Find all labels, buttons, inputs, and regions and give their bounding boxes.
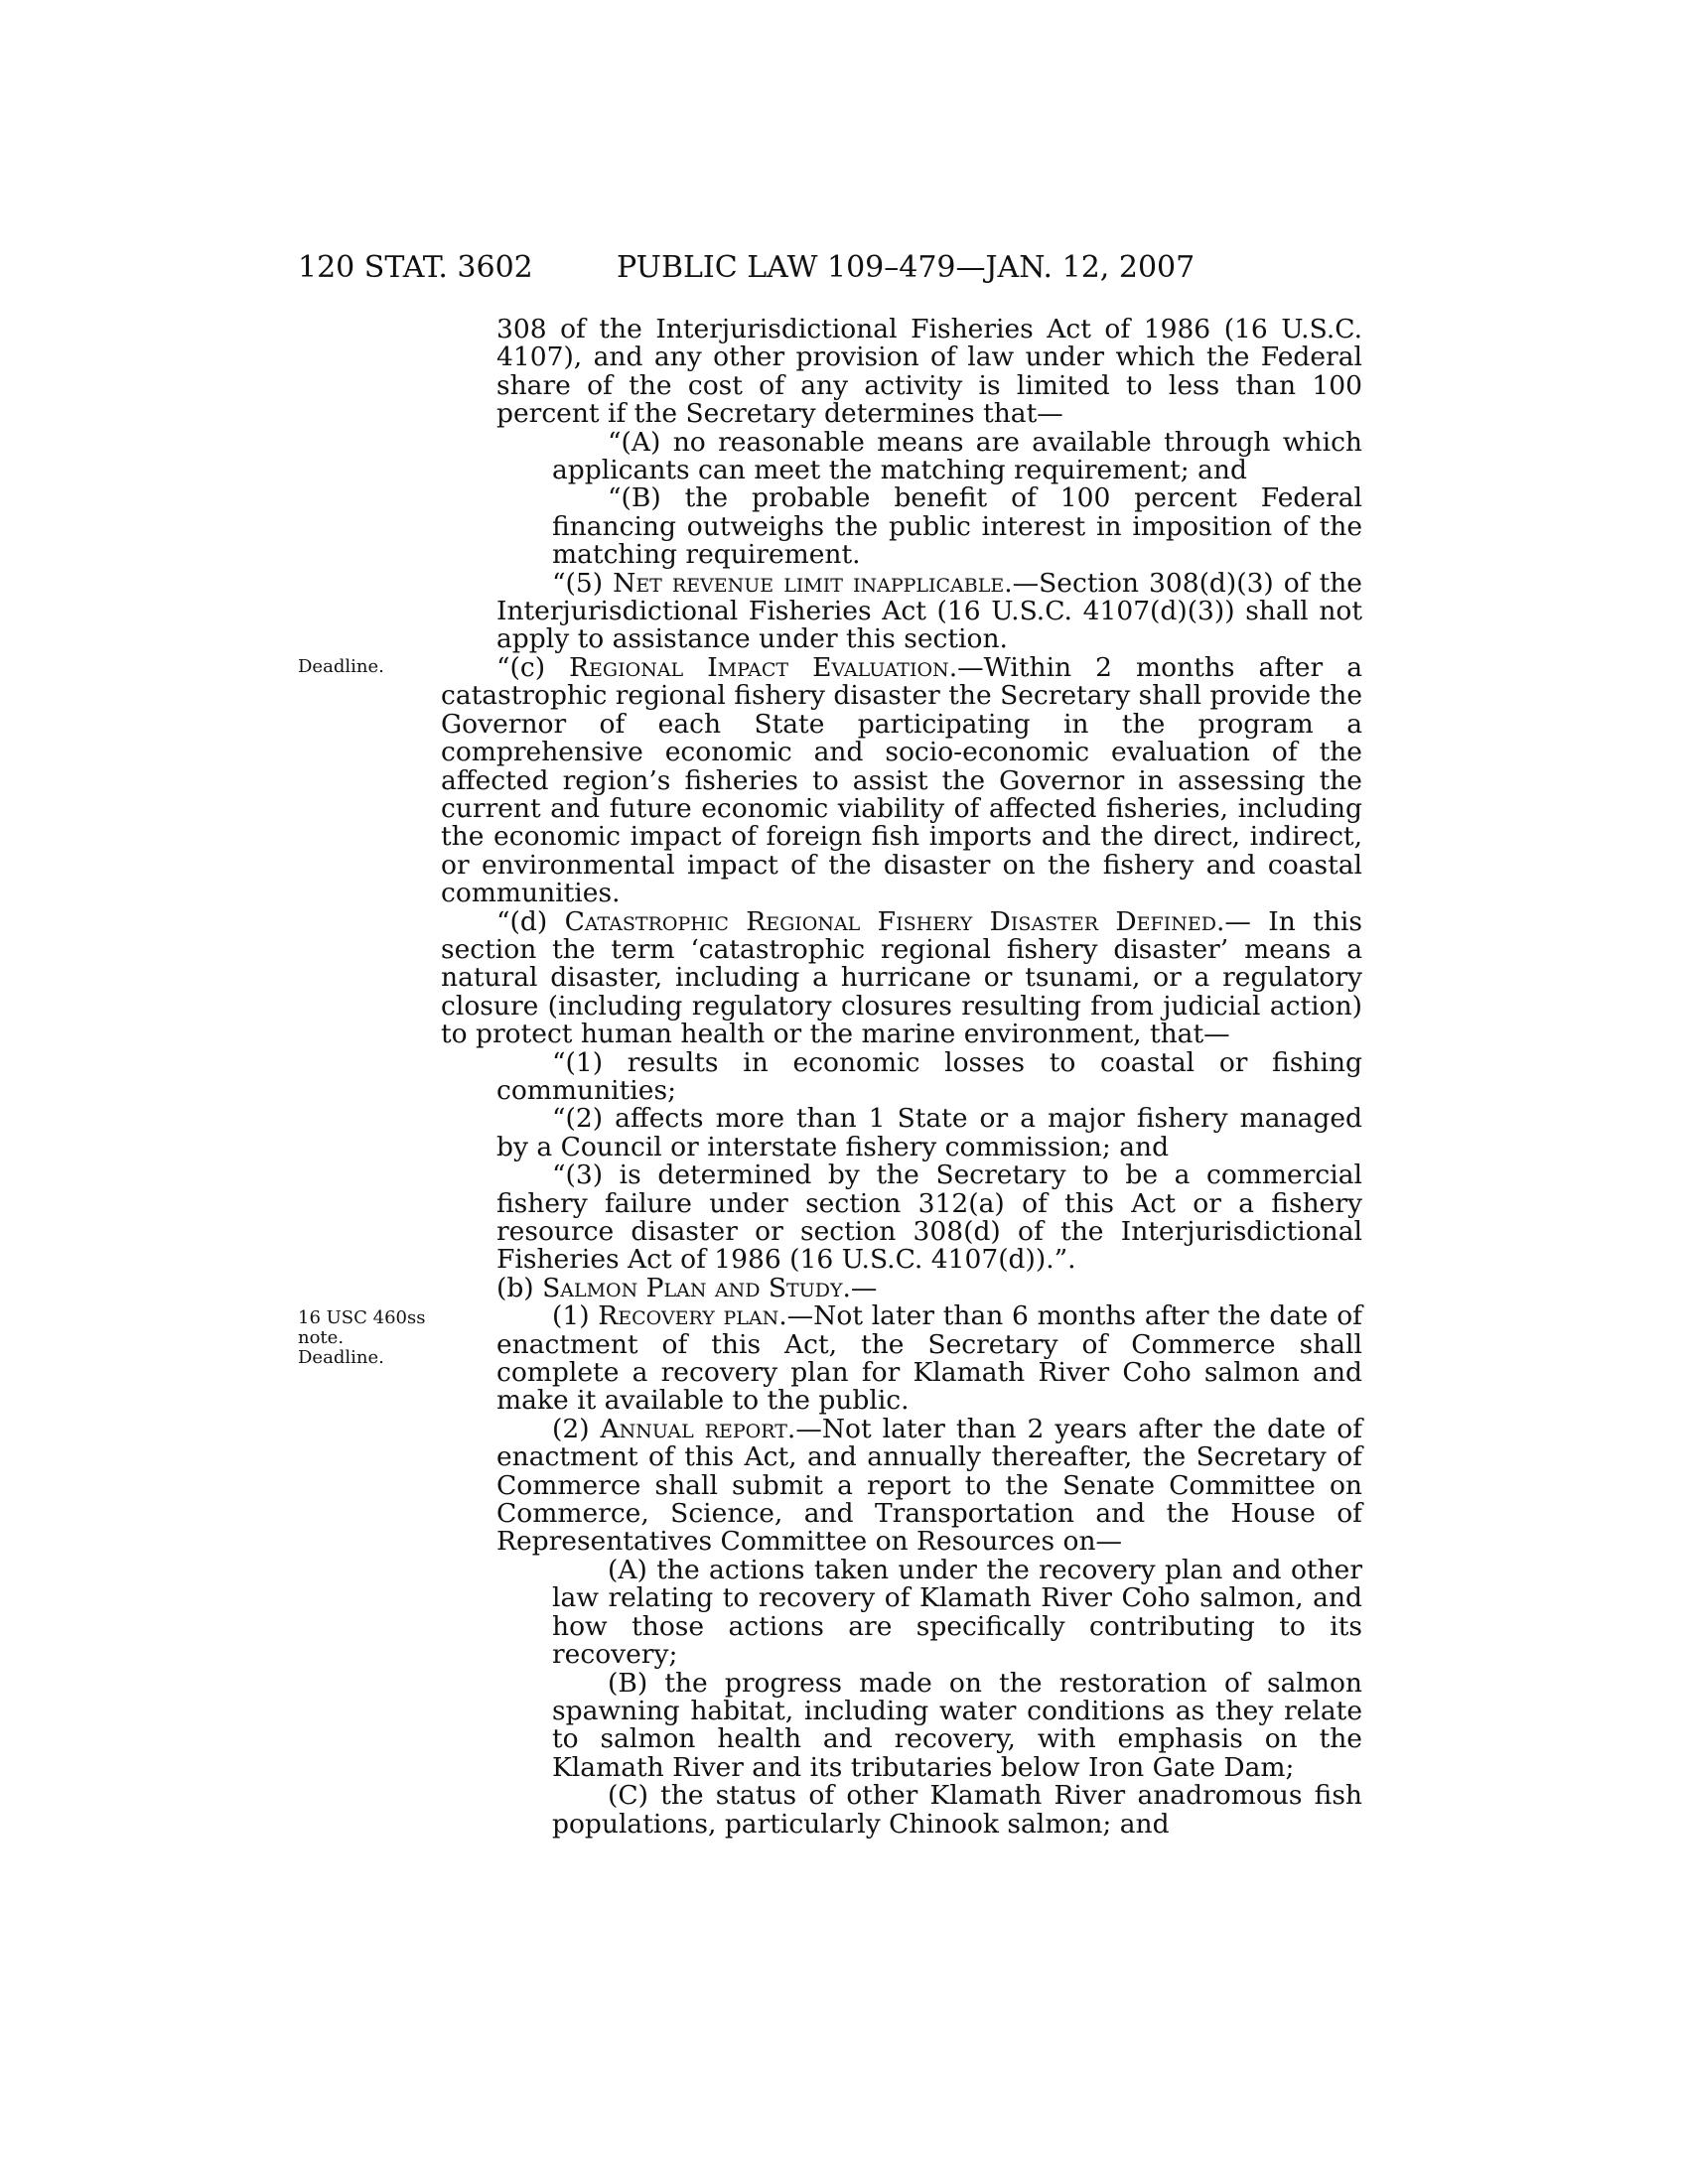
paragraph-number: “(c)	[496, 651, 570, 683]
paragraph-heading: Regional Impact Evaluation	[569, 651, 949, 683]
margin-note-text: Deadline.	[298, 656, 384, 677]
subsection-d	[441, 905, 1362, 1050]
report-item-b: (B) the progress made on the restoration of salmon spawning habitat, including water conditions as they relate to salmon health and recovery, with emphasis on the Klamath River and its tributaries below Iron Gate Dam;	[552, 1667, 1362, 1783]
subsection-c	[441, 651, 1362, 909]
paragraph-number: (2)	[552, 1413, 601, 1444]
paragraph-heading: Catastrophic Regional Fishery Disaster Defined	[564, 905, 1216, 937]
paragraph-text: .—Section 308(d)(3) of the Interjurisdictional Fisheries Act (16 U.S.C. 4107(d)(3)) shall not apply to assistance under this section.	[496, 567, 1362, 655]
page-header	[298, 248, 1291, 288]
margin-note-text: note.	[298, 1327, 345, 1348]
paragraph-recovery-plan	[496, 1302, 1362, 1416]
report-item-a: (A) the actions taken under the recovery plan and other law relating to recovery of Klamath River Coho salmon, and how those actions are specifically contributing to its recovery;	[552, 1554, 1362, 1671]
paragraph-heading: Recovery plan	[598, 1300, 779, 1332]
paragraph-text: .—Within 2 months after a catastrophic regional fishery disaster the Secretary shall provide the Governor of each State participating in the program a comprehensive economic and socio-economic evaluation of the affected region’s fisheries to assist the Governor in assessing the current and future economic viability of affected fisheries, including the economic impact of foreign fish imports and the direct, indirect, or environmental impact of the disaster on the fishery and coastal communities.	[441, 651, 1362, 909]
paragraph-number: “(5)	[552, 567, 614, 599]
subsection-b	[496, 1272, 1362, 1303]
paragraph-text: .—Not later than 6 months after the date of enactment of this Act, the Secretary of Commerce shall complete a recovery plan for Klamath River Coho salmon and make it available to the public.	[496, 1300, 1362, 1417]
paragraph-number: “(d)	[496, 905, 565, 937]
margin-note-text: Deadline.	[298, 1347, 384, 1368]
paragraph-text: .—Not later than 2 years after the date of enactment of this Act, and annually thereafter, the Secretary of Commerce shall submit a report to the Senate Committee on Commerce, Science, and Transportation and the House of Representatives Committee on Resources on—	[496, 1413, 1362, 1558]
paragraph-annual-report	[496, 1413, 1362, 1558]
definition-item-2: “(2) affects more than 1 State or a major fishery managed by a Council or interstate fishery commission; and	[496, 1103, 1362, 1162]
subparagraph-a: “(A) no reasonable means are available through which applicants can meet the matching requirement; and	[552, 426, 1362, 486]
paragraph-heading: Annual report	[600, 1413, 787, 1444]
paragraph: 308 of the Interjurisdictional Fisheries Act of 1986 (16 U.S.C. 4107), and any other provision of law under which the Federal share of the cost of any activity is limited to less than 100 percent if the Secretary determines that—	[496, 314, 1362, 430]
report-item-c: (C) the status of other Klamath River anadromous fish populations, particularly Chinook salmon; and	[552, 1780, 1362, 1840]
paragraph-heading: Salmon Plan and Study	[542, 1272, 843, 1303]
law-title: PUBLIC LAW 109–479—JAN. 12, 2007	[617, 250, 1196, 285]
margin-note-usc-reference	[298, 1308, 477, 1368]
paragraph-text: .—	[842, 1272, 878, 1303]
margin-note-text: 16 USC 460ss	[298, 1307, 426, 1328]
paragraph-heading: Net revenue limit inapplicable	[613, 567, 1005, 599]
stat-page-number: 120 STAT. 3602	[298, 250, 533, 285]
definition-item-1: “(1) results in economic losses to coastal or fishing communities;	[496, 1046, 1362, 1106]
subparagraph-b: “(B) the probable benefit of 100 percent Federal financing outweighs the public interest in imposition of the matching requirement.	[552, 482, 1362, 571]
paragraph-text: .— In this section the term ‘catastrophic regional fishery disaster’ means a natural disaster, including a hurricane or tsunami, or a regulatory closure (including regulatory closures resulting from judicial action) to protect human health or the marine environment, that—	[441, 905, 1362, 1050]
paragraph-number: (b)	[496, 1272, 543, 1303]
paragraph-5	[496, 567, 1362, 655]
definition-item-3: “(3) is determined by the Secretary to be a commercial fishery failure under section 312(a) of this Act or a fishery resource disaster or section 308(d) of the Interjurisdictional Fisheries Act of 1986 (16 U.S.C. 4107(d)).”.	[496, 1160, 1362, 1276]
document-body	[441, 314, 1362, 1840]
paragraph-number: (1)	[552, 1300, 599, 1332]
